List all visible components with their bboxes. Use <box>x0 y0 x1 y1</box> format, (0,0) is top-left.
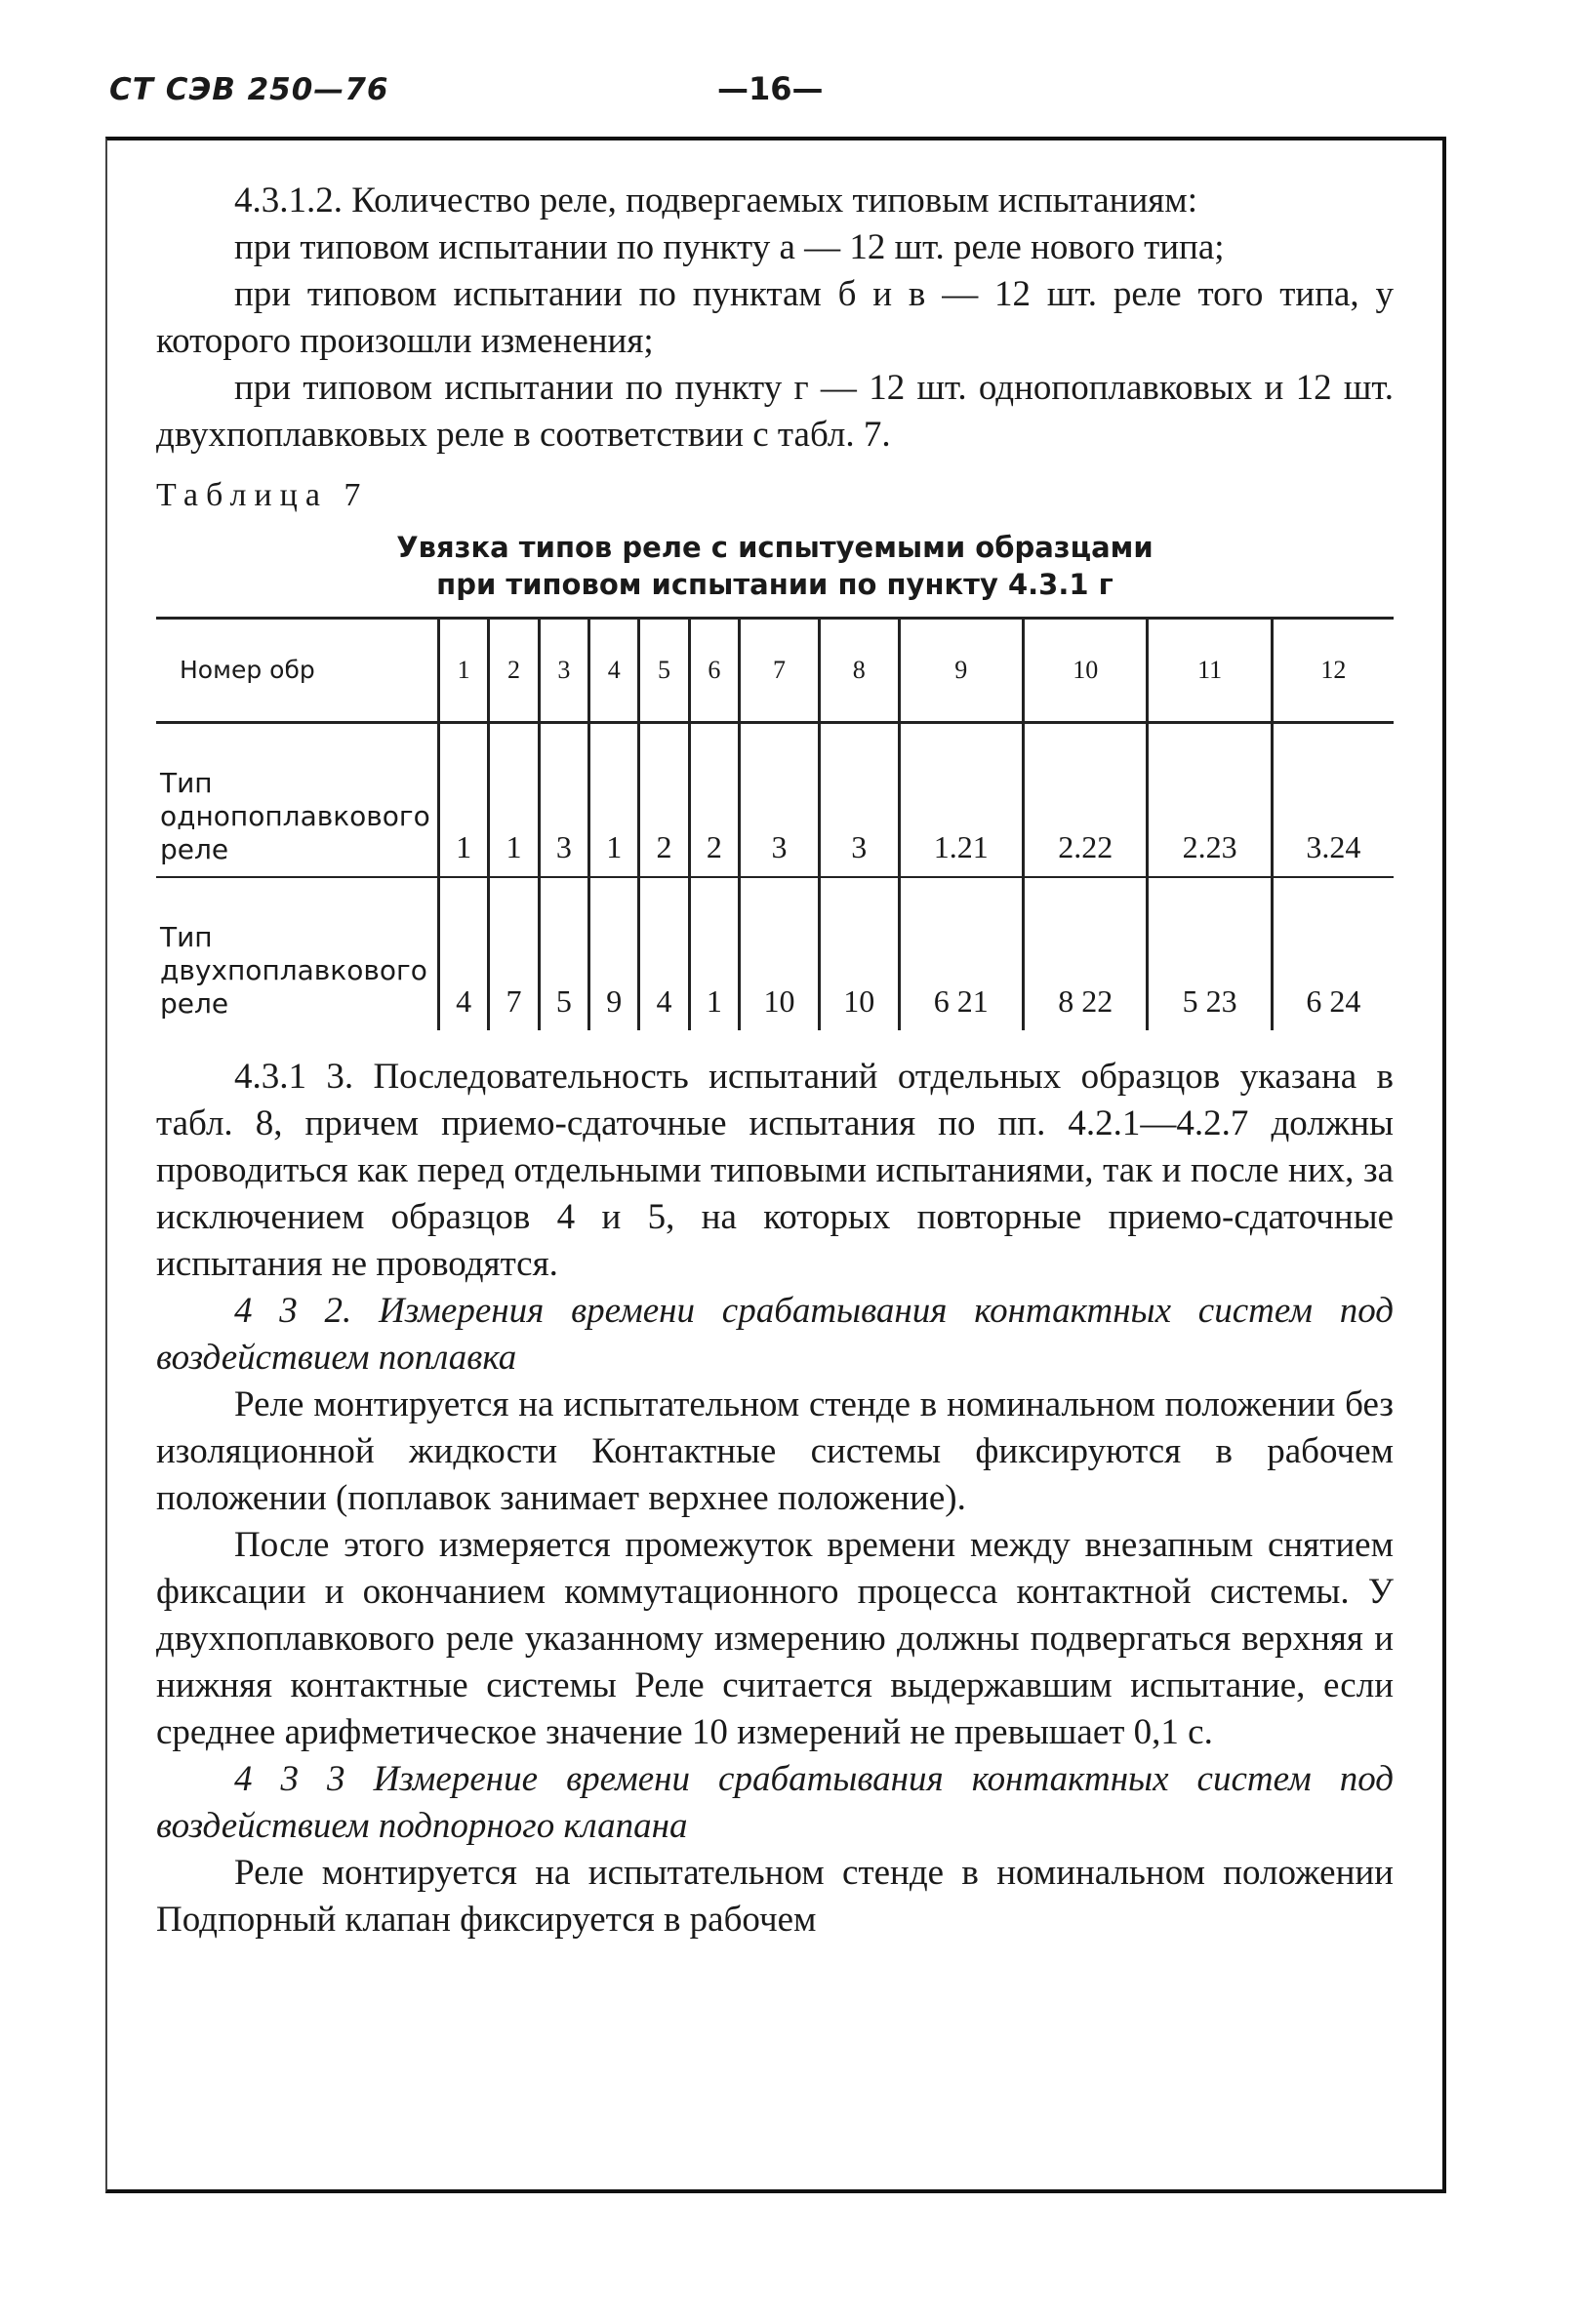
sample-number-cell: 12 <box>1272 619 1394 723</box>
document-code: СТ СЭВ 250—76 <box>109 72 389 107</box>
sample-number-cell: 1 <box>439 619 489 723</box>
single-float-type-cell: 3 <box>539 723 588 878</box>
table-title-line-1: Увязка типов реле с испытуемыми образцами <box>396 531 1154 564</box>
single-float-type-cell: 1 <box>439 723 489 878</box>
double-float-type-cell: 8 22 <box>1024 877 1148 1030</box>
relay-types-table <box>156 617 1394 1030</box>
single-float-type-cell: 2 <box>689 723 739 878</box>
table-header-row <box>156 619 1394 723</box>
paragraph-type-a: при типовом испытании по пункту а — 12 шт. реле нового типа; <box>234 227 1225 267</box>
double-float-type-cell: 4 <box>439 877 489 1030</box>
double-float-type-cell: 6 24 <box>1272 877 1394 1030</box>
header-sample-number: Номер обр <box>156 619 439 723</box>
paragraph-433-mounting: Реле монтируется на испытательном стенде в номинальном положении Подпорный клапан фиксируется в рабочем <box>156 1853 1394 1940</box>
single-float-type-cell: 1 <box>589 723 639 878</box>
double-float-type-cell: 10 <box>819 877 899 1030</box>
double-float-type-cell: 4 <box>639 877 689 1030</box>
single-float-type-cell: 3 <box>819 723 899 878</box>
double-float-type-cell: 5 23 <box>1148 877 1272 1030</box>
paragraph-4313: 4.3.1 3. Последовательность испытаний отдельных образцов указана в табл. 8, причем приемо-сдаточные испытания по пп. 4.2.1—4.2.7 должны проводиться как перед отдельными типовыми испытаниями, так и после них, за исключением образцов 4 и 5, на которых повторные приемо-сдаточные испытания не проводятся. <box>156 1057 1394 1284</box>
double-float-type-cell: 7 <box>489 877 539 1030</box>
double-float-type-cell: 1 <box>689 877 739 1030</box>
sample-number-cell: 3 <box>539 619 588 723</box>
sample-number-cell: 7 <box>740 619 820 723</box>
paragraph-432-mounting: Реле монтируется на испытательном стенде в номинальном положении без изоляционной жидкости Контактные системы фиксируются в рабочем положении (поплавок занимает верхнее положение). <box>156 1384 1394 1518</box>
sample-number-cell: 6 <box>689 619 739 723</box>
sample-number-cell: 4 <box>589 619 639 723</box>
single-float-type-cell: 1.21 <box>899 723 1023 878</box>
single-float-type-cell: 1 <box>489 723 539 878</box>
paragraph-type-g: при типовом испытании по пункту г — 12 шт. однопоплавковых и 12 шт. двухпоплавковых реле в соответствии с табл. 7. <box>156 368 1394 455</box>
single-float-type-cell: 2.23 <box>1148 723 1272 878</box>
sample-number-cell: 2 <box>489 619 539 723</box>
table-row-double-float <box>156 877 1394 1030</box>
paragraph-432-measurement: После этого измеряется промежуток времени между внезапным снятием фиксации и окончанием коммутационного процесса контактной системы. У двухпоплавкового реле указанному измерению должны подвергаться верхняя и нижняя контактные системы Реле считается выдержавшим испытание, если среднее арифметическое значение 10 измерений не превышает 0,1 с. <box>156 1525 1394 1752</box>
sample-number-cell: 10 <box>1024 619 1148 723</box>
sample-number-cell: 5 <box>639 619 689 723</box>
sample-number-cell: 11 <box>1148 619 1272 723</box>
paragraph-type-b-v: при типовом испытании по пунктам б и в — 12 шт. реле того типа, у которого произошли изменения; <box>156 274 1394 361</box>
heading-433: 4 3 3 Измерение времени срабатывания контактных систем под воздействием подпорного клапана <box>156 1759 1394 1846</box>
double-float-type-cell: 9 <box>589 877 639 1030</box>
sample-number-cell: 8 <box>819 619 899 723</box>
heading-432: 4 3 2. Измерения времени срабатывания контактных систем под воздействием поплавка <box>156 1291 1394 1378</box>
page-content <box>156 178 1394 1943</box>
paragraph-4312: 4.3.1.2. Количество реле, подвергаемых типовым испытаниям: <box>234 180 1197 220</box>
page-number: —16— <box>717 70 824 107</box>
double-float-type-cell: 5 <box>539 877 588 1030</box>
double-float-type-cell: 10 <box>740 877 820 1030</box>
row-label-single-float: Тип однопоплавкового реле <box>156 723 439 878</box>
single-float-type-cell: 3.24 <box>1272 723 1394 878</box>
sample-number-cell: 9 <box>899 619 1023 723</box>
single-float-type-cell: 2.22 <box>1024 723 1148 878</box>
table-row-single-float <box>156 723 1394 878</box>
table-label: Таблица 7 <box>156 477 369 513</box>
row-label-double-float: Тип двухпоплавкового реле <box>156 877 439 1030</box>
single-float-type-cell: 3 <box>740 723 820 878</box>
double-float-type-cell: 6 21 <box>899 877 1023 1030</box>
table-title-line-2: при типовом испытании по пункту 4.3.1 г <box>436 568 1113 601</box>
single-float-type-cell: 2 <box>639 723 689 878</box>
